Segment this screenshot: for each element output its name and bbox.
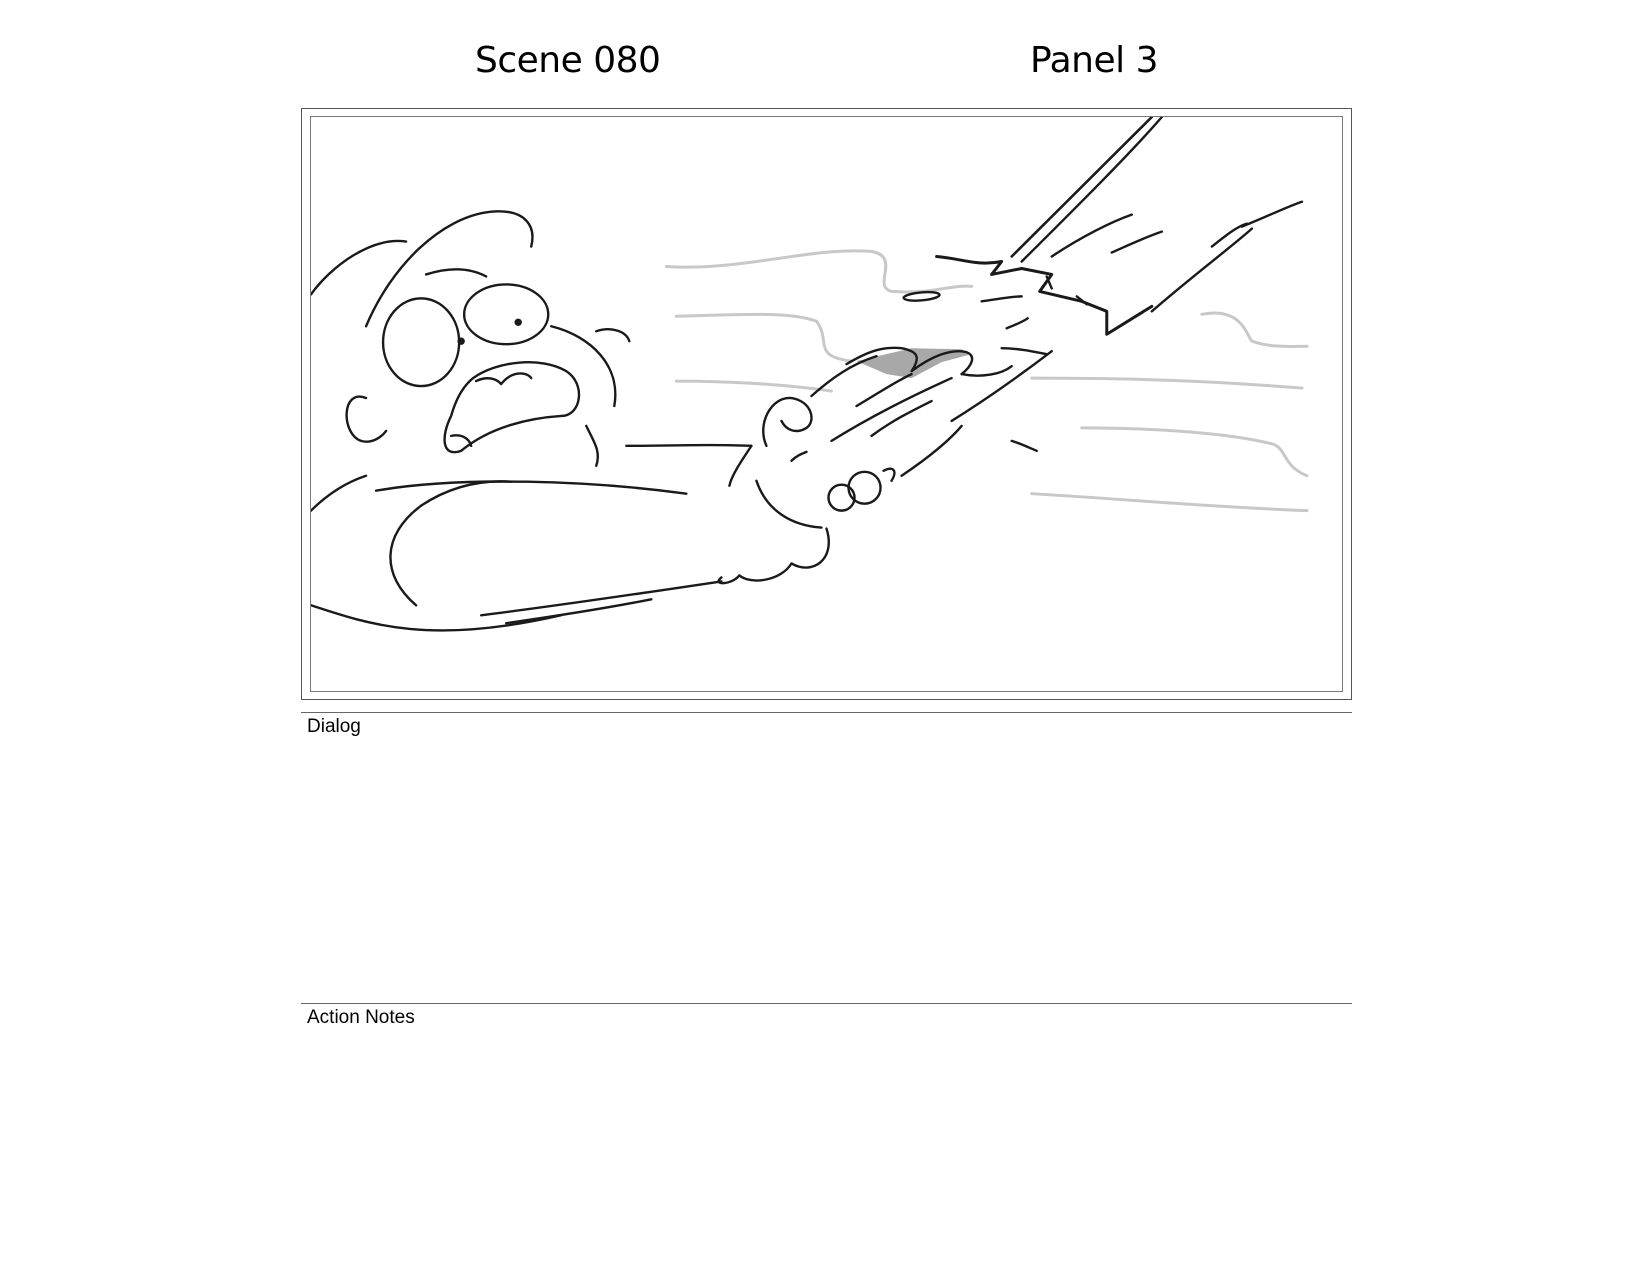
scene-number: Scene 080 — [475, 40, 661, 81]
speed-lines — [666, 251, 1307, 511]
dialog-text[interactable] — [307, 748, 1347, 988]
action-notes-divider — [301, 1003, 1352, 1004]
panel-frame — [301, 108, 1352, 700]
dialog-divider — [301, 712, 1352, 713]
panel-drawing-area — [310, 116, 1343, 692]
action-notes-label: Action Notes — [307, 1007, 415, 1028]
action-notes-text[interactable] — [307, 1040, 1347, 1240]
storyboard-sketch-icon — [311, 117, 1342, 691]
dialog-label: Dialog — [307, 716, 361, 737]
panel-number: Panel 3 — [1030, 40, 1158, 81]
character-sketch — [311, 117, 1302, 631]
